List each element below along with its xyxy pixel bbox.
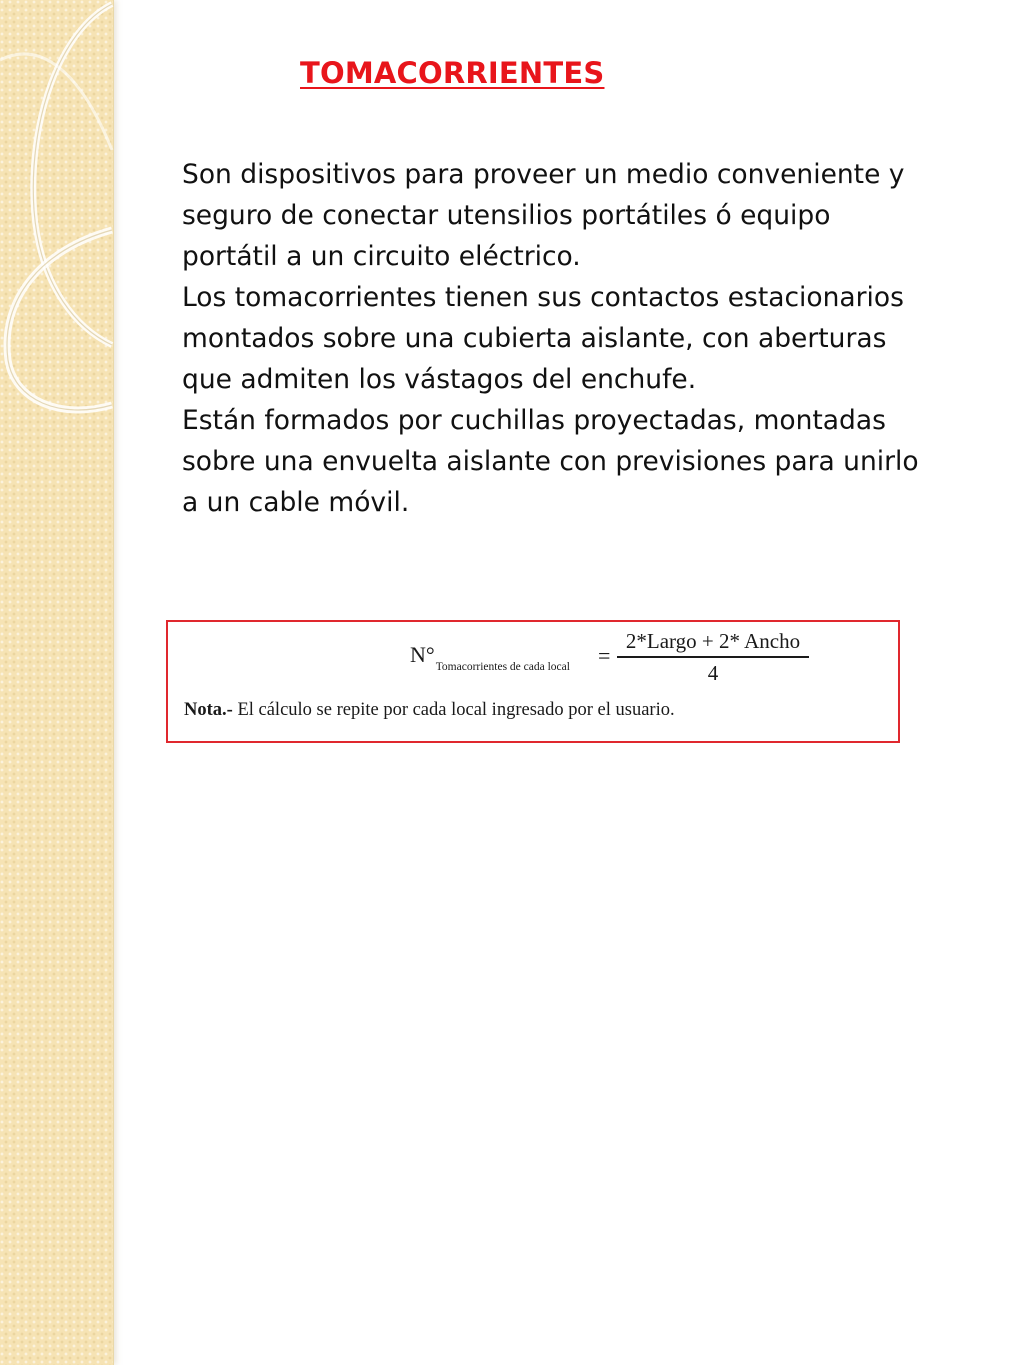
formula-symbol: N° — [410, 642, 435, 667]
formula-lhs — [410, 642, 570, 673]
formula-subscript: Tomacorrientes de cada local — [435, 661, 570, 673]
paragraph-contacts: Los tomacorrientes tienen sus contactos estacionarios montados sobre una cubierta aislante, con aberturas que admiten los vástagos del enchufe. — [182, 282, 904, 395]
formula-denominator: 4 — [707, 660, 719, 685]
note-label: Nota.- — [184, 700, 233, 720]
paragraph-blades: Están formados por cuchillas proyectadas, montadas sobre una envuelta aislante con previsiones para unirlo a un cable móvil. — [182, 405, 919, 518]
decorative-rings — [0, 0, 160, 440]
body-text — [182, 154, 922, 523]
formula-numerator: 2*Largo + 2* Ancho — [625, 629, 801, 653]
note-text: El cálculo se repite por cada local ingresado por el usuario. — [232, 700, 675, 720]
fraction-bar — [617, 656, 809, 658]
formula-box — [166, 620, 900, 743]
slide-title: TOMACORRIENTES — [300, 56, 605, 90]
formula-fraction — [617, 628, 809, 685]
formula-equals: = — [598, 643, 611, 668]
paragraph-definition: Son dispositivos para proveer un medio conveniente y seguro de conectar utensilios portátiles ó equipo portátil a un circuito eléctrico. — [182, 159, 905, 272]
formula-note — [184, 700, 675, 721]
